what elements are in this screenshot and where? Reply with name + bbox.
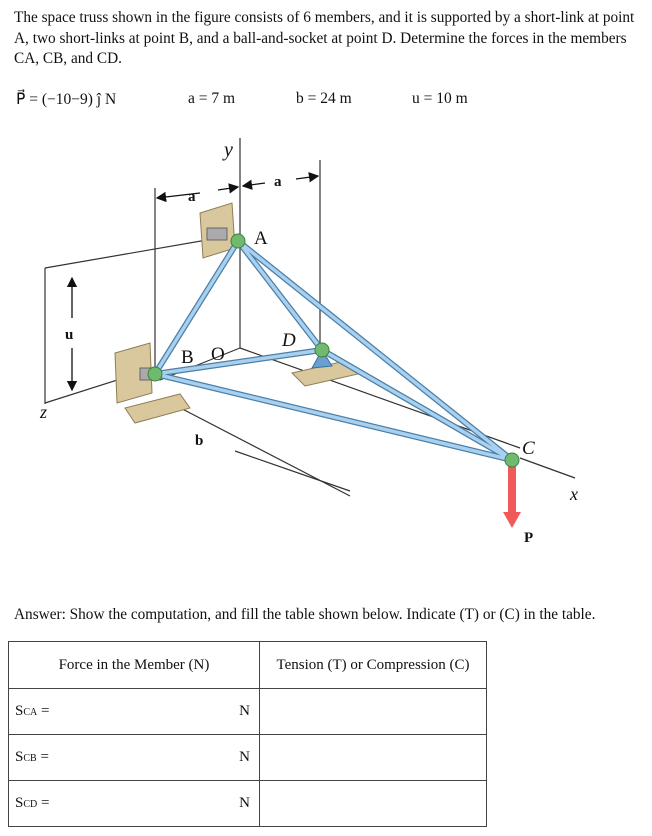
equals-sign: = bbox=[37, 795, 50, 811]
symbol-scb bbox=[15, 749, 49, 766]
symbol-s: S bbox=[15, 795, 24, 811]
symbol-scd bbox=[15, 795, 49, 812]
label-D: D bbox=[282, 330, 296, 351]
label-y-axis: y bbox=[224, 139, 233, 161]
label-a-1: a bbox=[188, 189, 196, 205]
given-force-p: P⃗ = (−10−9) ĵ N bbox=[16, 91, 117, 108]
header-tension-compression: Tension (T) or Compression (C) bbox=[260, 642, 487, 689]
subscript-ca: CA bbox=[23, 707, 38, 718]
force-cell-cd[interactable] bbox=[9, 781, 260, 827]
label-B: B bbox=[181, 347, 194, 368]
given-u: u = 10 m bbox=[412, 90, 468, 107]
axis-lines bbox=[45, 138, 575, 496]
equals-sign: = bbox=[37, 703, 50, 719]
support-b bbox=[115, 343, 190, 423]
equals-sign: = bbox=[36, 749, 49, 765]
symbol-s: S bbox=[15, 749, 24, 765]
tc-cell-cb[interactable] bbox=[260, 735, 487, 781]
force-cell-cb[interactable] bbox=[9, 735, 260, 781]
table-row bbox=[9, 781, 487, 827]
unit-n: N bbox=[239, 749, 250, 765]
label-A: A bbox=[254, 228, 268, 249]
tc-cell-ca[interactable] bbox=[260, 689, 487, 735]
subscript-cb: CB bbox=[23, 753, 37, 764]
label-O: O bbox=[211, 344, 225, 365]
results-table bbox=[8, 641, 487, 827]
unit-n: N bbox=[239, 795, 250, 811]
space-truss-figure bbox=[0, 118, 652, 578]
table-row bbox=[9, 689, 487, 735]
subscript-cd: CD bbox=[23, 799, 38, 810]
symbol-s: S bbox=[15, 703, 24, 719]
given-a: a = 7 m bbox=[188, 90, 236, 107]
tc-cell-cd[interactable] bbox=[260, 781, 487, 827]
truss-members bbox=[155, 241, 512, 460]
label-P: P bbox=[524, 530, 534, 546]
label-x-axis: x bbox=[570, 484, 578, 504]
label-u: u bbox=[65, 327, 74, 343]
load-arrow-p bbox=[503, 466, 521, 528]
unit-n: N bbox=[239, 703, 250, 719]
given-b: b = 24 m bbox=[296, 90, 352, 107]
problem-statement: The space truss shown in the figure consists of 6 members, and it is supported by a short-link at point A, two short-links at point B, and a ball-and-socket at point D. Determine the forces in the members CA, CB, and CD. bbox=[14, 9, 635, 67]
header-force: Force in the Member (N) bbox=[9, 642, 260, 689]
label-z-axis: z bbox=[40, 402, 48, 422]
label-C: C bbox=[522, 438, 535, 459]
force-cell-ca[interactable] bbox=[9, 689, 260, 735]
table-row bbox=[9, 735, 487, 781]
answer-instructions: Answer: Show the computation, and fill the table shown below. Indicate (T) or (C) in the table. bbox=[14, 606, 596, 623]
table-header-row bbox=[9, 642, 487, 689]
symbol-sca bbox=[15, 703, 49, 720]
label-b: b bbox=[195, 433, 204, 449]
label-a-2: a bbox=[274, 174, 282, 190]
